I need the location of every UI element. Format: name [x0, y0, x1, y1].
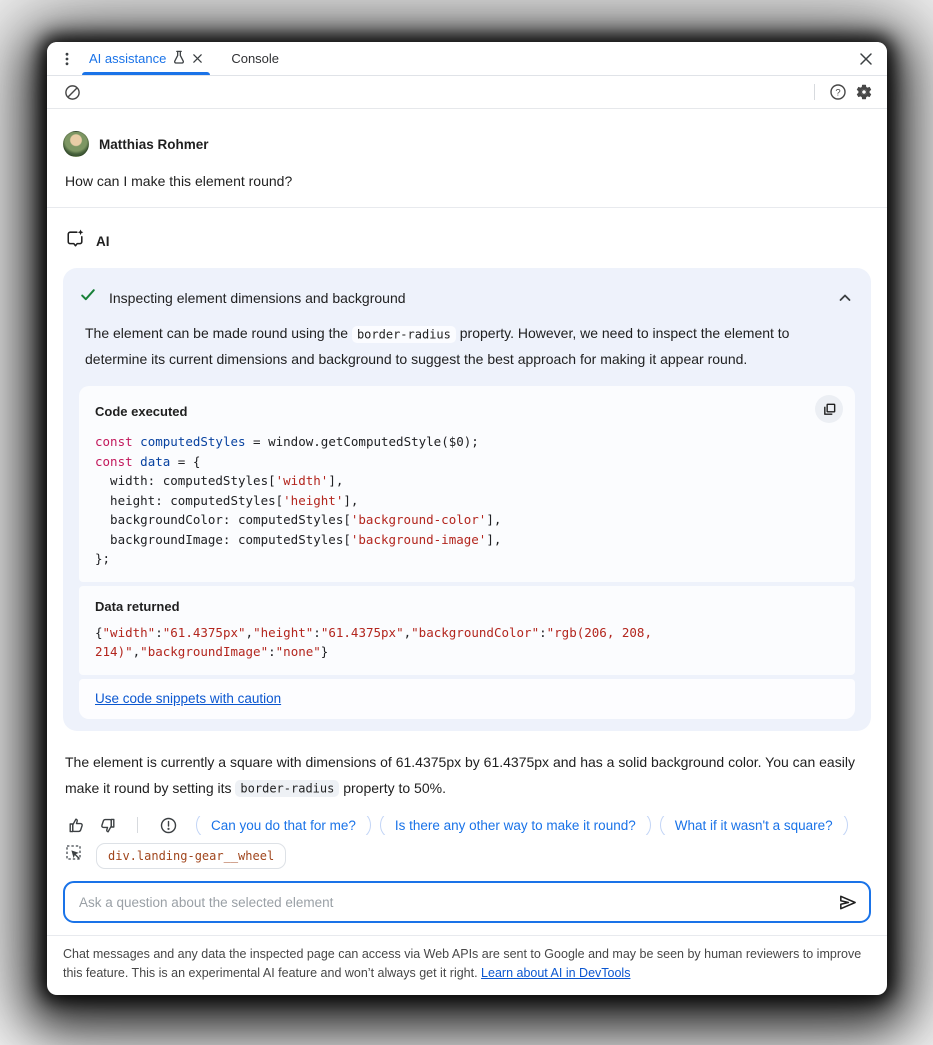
svg-text:?: ?: [835, 87, 841, 99]
toolbar-divider: [814, 84, 815, 100]
tab-console[interactable]: [221, 42, 289, 75]
selected-element-chip[interactable]: div.landing-gear__wheel: [96, 843, 286, 869]
ai-answer-text: The element is currently a square with dimensions of 61.4375px by 61.4375px and has a solid background color. You can easily make it round by setting its border-radius property to 50%.: [65, 753, 855, 796]
toolbar: [47, 76, 887, 109]
tab-ai-assistance-label: AI assistance: [89, 51, 167, 66]
suggestion-chip[interactable]: Is there any other way to make it round?: [380, 816, 651, 836]
tab-bar: [47, 42, 887, 76]
code-executed-card: [79, 386, 855, 582]
tab-ai-assistance[interactable]: [79, 42, 213, 75]
feedback-divider: [137, 817, 138, 833]
help-icon[interactable]: [825, 79, 851, 105]
experiment-flask-icon: [172, 50, 186, 68]
tab-close-icon[interactable]: [192, 53, 203, 64]
suggestion-chip[interactable]: What if it wasn't a square?: [660, 816, 848, 836]
more-options-icon[interactable]: [55, 42, 79, 75]
code-executed-title: Code executed: [95, 403, 188, 419]
tab-console-label: Console: [231, 51, 280, 66]
devtools-drawer-window: [47, 42, 887, 995]
user-name: Matthias Rohmer: [99, 136, 209, 152]
caution-card: [79, 679, 855, 719]
data-returned-card: [79, 586, 855, 675]
data-returned-title: Data returned: [95, 598, 180, 614]
thumbs-down-icon[interactable]: [96, 816, 118, 836]
user-message-header: [63, 131, 871, 157]
chat-input[interactable]: [77, 894, 823, 911]
disclaimer-text: Chat messages and any data the inspected page can access via Web APIs are sent to Google and may be seen by human reviewers to improve this feature. This is an experimental AI feature and won’t always get it right.: [63, 947, 862, 980]
code-cards: [79, 386, 855, 719]
user-message-text: How can I make this element round?: [65, 173, 293, 189]
close-panel-icon[interactable]: [845, 42, 887, 75]
ai-spark-bubble-icon: [65, 228, 86, 254]
inspect-element-icon[interactable]: [65, 844, 84, 868]
user-avatar: [63, 131, 89, 157]
clear-chat-block-icon[interactable]: [59, 79, 85, 105]
suggestion-chip[interactable]: Can you do that for me?: [196, 816, 371, 836]
ai-label: AI: [96, 233, 110, 249]
step-success-check-icon: [79, 286, 97, 309]
suggestion-chips: [196, 816, 848, 836]
settings-gear-icon[interactable]: [851, 79, 877, 105]
selected-element-row: [65, 843, 871, 869]
ai-step-box: [63, 268, 871, 731]
inline-code-border-radius: border-radius: [235, 780, 339, 797]
send-icon[interactable]: [835, 890, 859, 914]
chevron-up-icon[interactable]: [837, 290, 853, 306]
message-divider: [47, 207, 887, 208]
returned-data-json[interactable]: {"width":"61.4375px","height":"61.4375px","backgroundColor":"rgb(206, 208, 214)","backgroundImage":"none"}: [95, 624, 660, 659]
chat-input-box: [63, 881, 871, 923]
chat-conversation: [47, 109, 887, 835]
step-explanation: The element can be made round using the border-radius property. However, we need to inspect the element to determine its current dimensions and background to suggest the best approach for making it appear round.: [85, 325, 790, 367]
thumbs-up-icon[interactable]: [65, 816, 87, 836]
ai-message-header: [65, 228, 871, 254]
copy-code-icon[interactable]: [815, 395, 843, 423]
executed-code[interactable]: const computedStyles = window.getComputedStyle($0); const data = { width: computedStyles['width'], height: computedStyles['height'], backgroundColor: computedStyles['background-color'], backgroundImage: computedStyles['background-image'], };: [95, 434, 502, 566]
learn-about-ai-link[interactable]: Learn about AI in DevTools: [481, 966, 631, 980]
step-title: Inspecting element dimensions and background: [109, 289, 406, 306]
composer: [47, 835, 887, 935]
report-icon[interactable]: [157, 816, 179, 836]
feedback-row: [65, 816, 887, 836]
step-header[interactable]: [75, 280, 859, 311]
code-caution-link[interactable]: Use code snippets with caution: [95, 690, 282, 706]
disclaimer: [47, 935, 887, 995]
inline-code-border-radius: border-radius: [352, 326, 456, 343]
